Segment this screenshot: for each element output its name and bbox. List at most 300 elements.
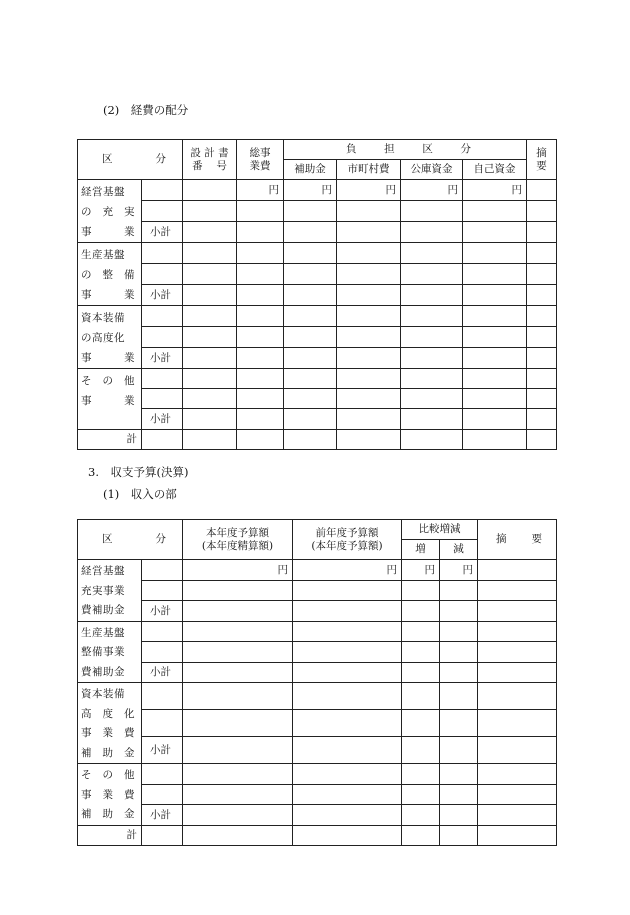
table-cell	[293, 580, 402, 601]
category-label	[78, 683, 142, 764]
table-row	[78, 710, 557, 737]
table-cell	[527, 429, 557, 449]
table-cell	[237, 306, 284, 327]
section-subheading-income: (1) 収入の部	[103, 487, 177, 501]
category-label-char: 助	[102, 746, 114, 759]
header-design-number	[183, 140, 237, 180]
table-cell	[183, 180, 237, 201]
table-cell	[183, 764, 293, 785]
subtotal-label: 小計	[142, 737, 183, 764]
table-cell	[293, 737, 402, 764]
table-row	[78, 285, 557, 306]
table-row	[78, 348, 557, 369]
category-label-char: そ	[81, 375, 92, 387]
table-cell	[401, 327, 463, 348]
header-increase: 増	[402, 540, 440, 560]
table-cell	[183, 662, 293, 683]
header-burden-char: 分	[460, 143, 471, 156]
category-label-char: 充実事業	[81, 584, 125, 597]
table-cell	[183, 683, 293, 710]
header-kubun-a: 区	[102, 153, 113, 166]
category-label-char: 実	[124, 206, 135, 218]
table-cell	[402, 737, 440, 764]
table-cell	[337, 327, 401, 348]
income-table	[77, 519, 557, 846]
category-label-char: そ	[81, 769, 92, 781]
table-cell	[337, 348, 401, 369]
header-burden-char: 担	[384, 143, 395, 156]
table-cell	[527, 264, 557, 285]
table-cell	[237, 389, 284, 409]
category-label-char: 補	[81, 808, 92, 820]
table-cell	[478, 805, 557, 826]
category-label-char: 経営基盤	[81, 565, 125, 577]
table-cell	[463, 369, 527, 389]
category-label-line	[81, 624, 135, 644]
category-label-char: 事	[81, 226, 92, 238]
category-label-line	[81, 643, 135, 663]
category-label-char: 補	[81, 746, 92, 759]
table-cell	[463, 327, 527, 348]
category-label-char: の	[102, 769, 114, 781]
table-row	[78, 180, 557, 201]
table-cell	[478, 737, 557, 764]
header-kubun	[78, 520, 183, 560]
table-cell	[337, 264, 401, 285]
category-label-line	[81, 601, 135, 621]
table-cell	[183, 784, 293, 805]
category-label-char: 事	[81, 289, 92, 301]
table-cell	[527, 285, 557, 306]
table-cell	[401, 285, 463, 306]
table-cell	[183, 369, 237, 389]
table-cell	[402, 642, 440, 663]
table-row	[78, 243, 557, 264]
table-cell	[478, 683, 557, 710]
table-cell	[401, 429, 463, 449]
subtotal-label: 小計	[142, 285, 183, 306]
category-label-line	[81, 766, 135, 786]
table-row	[78, 369, 557, 389]
table-cell	[284, 327, 337, 348]
table-cell	[142, 180, 183, 201]
table-cell	[440, 601, 478, 622]
table-cell	[142, 580, 183, 601]
table-cell	[237, 264, 284, 285]
category-label-char: 費補助金	[81, 665, 125, 678]
category-label-char: の	[81, 269, 92, 281]
header-remarks-b: 要	[531, 533, 542, 546]
header-municipal-cost: 市町村費	[337, 160, 401, 180]
category-label-char: 整備事業	[81, 646, 125, 658]
table-cell	[183, 348, 237, 369]
category-label-line	[81, 328, 135, 348]
table-cell	[142, 389, 183, 409]
table-cell	[183, 710, 293, 737]
table-cell	[293, 601, 402, 622]
table-cell	[527, 327, 557, 348]
category-label-line	[81, 182, 135, 202]
category-label-char: 金	[124, 746, 135, 759]
category-label-char: 事	[81, 352, 92, 364]
category-label-char: 業	[124, 289, 135, 301]
header-subsidy: 補助金	[284, 160, 337, 180]
table-cell	[183, 642, 293, 663]
table-cell	[440, 662, 478, 683]
category-label-char: 備	[124, 269, 135, 281]
category-label-char: 業	[124, 226, 135, 238]
table-cell	[440, 580, 478, 601]
table-cell	[293, 642, 402, 663]
table-cell	[293, 805, 402, 826]
table-cell	[337, 369, 401, 389]
header-burden-char: 区	[422, 143, 433, 156]
table-cell	[237, 201, 284, 222]
table-row	[78, 683, 557, 710]
table-cell	[284, 264, 337, 285]
yen-unit: 円	[402, 560, 440, 581]
header-remarks	[527, 140, 557, 180]
yen-unit: 円	[337, 180, 401, 201]
table-cell	[284, 389, 337, 409]
header-own-funds: 自己資金	[463, 160, 527, 180]
table-cell	[402, 764, 440, 785]
category-label	[78, 621, 142, 683]
category-label-line	[81, 265, 135, 285]
table-cell	[237, 222, 284, 243]
category-label-char: 事	[81, 788, 92, 801]
category-label-line	[81, 786, 135, 806]
category-label-line	[81, 371, 135, 391]
header-burden-char: 負	[346, 143, 357, 156]
table-cell	[463, 348, 527, 369]
table-cell	[183, 264, 237, 285]
category-label-char: 費	[124, 788, 135, 801]
table-cell	[478, 784, 557, 805]
header-kubun-b: 分	[155, 533, 166, 546]
header-total-cost-line1: 総事	[249, 147, 271, 160]
category-label-char: の	[102, 375, 114, 387]
table-cell	[478, 642, 557, 663]
header-kubun-a: 区	[102, 533, 113, 546]
table-cell	[183, 429, 237, 449]
table-row	[78, 662, 557, 683]
table-cell	[402, 784, 440, 805]
category-label-line	[81, 685, 135, 705]
table-cell	[401, 243, 463, 264]
category-label-char: 金	[124, 808, 135, 820]
table-cell	[478, 710, 557, 737]
table-cell	[284, 369, 337, 389]
table-cell	[183, 805, 293, 826]
header-current-budget-line1: 本年度予算額	[206, 527, 269, 540]
table-cell	[183, 243, 237, 264]
table-row	[78, 784, 557, 805]
table-row	[78, 327, 557, 348]
header-design-number-line1: 設 計 書	[190, 147, 229, 160]
category-label-line	[81, 663, 135, 683]
category-label-line	[81, 724, 135, 744]
table-cell	[142, 201, 183, 222]
table-cell	[440, 683, 478, 710]
category-label-char: 生産基盤	[81, 249, 125, 261]
table-cell	[284, 348, 337, 369]
table-cell	[463, 389, 527, 409]
table-cell	[183, 737, 293, 764]
subtotal-label: 小計	[142, 348, 183, 369]
header-remarks-line1: 摘	[536, 147, 547, 160]
header-comparison: 比較増減	[402, 520, 478, 540]
category-label-char: 経営基盤	[81, 186, 125, 198]
table-cell	[478, 662, 557, 683]
category-label	[78, 180, 142, 243]
table-cell	[337, 429, 401, 449]
table-cell	[527, 222, 557, 243]
yen-unit: 円	[440, 560, 478, 581]
category-label-char: 化	[124, 707, 135, 720]
category-label-line	[81, 285, 135, 305]
table-cell	[402, 601, 440, 622]
table-cell	[142, 264, 183, 285]
category-label-line	[81, 744, 135, 764]
table-cell	[293, 683, 402, 710]
table-cell	[463, 285, 527, 306]
table-cell	[142, 825, 183, 845]
category-label-char: 費	[124, 727, 135, 739]
table-cell	[284, 409, 337, 429]
table-cell	[284, 222, 337, 243]
table-cell	[337, 201, 401, 222]
table-row	[78, 560, 557, 581]
table-cell	[402, 580, 440, 601]
table-cell	[402, 805, 440, 826]
category-label-char: 業	[102, 727, 114, 739]
table-cell	[142, 369, 183, 389]
header-total-cost	[237, 140, 284, 180]
table-row	[78, 621, 557, 642]
header-remarks-line2: 要	[536, 159, 547, 172]
table-cell	[527, 306, 557, 327]
category-label	[78, 243, 142, 306]
header-previous-budget-line1: 前年度予算額	[315, 527, 379, 540]
yen-unit: 円	[237, 180, 284, 201]
table-cell	[237, 285, 284, 306]
expense-allocation-table	[77, 139, 557, 450]
header-design-number-line2: 番 号	[192, 159, 227, 172]
table-cell	[463, 201, 527, 222]
table-row	[78, 222, 557, 243]
table-cell	[142, 683, 183, 710]
subtotal-label: 小計	[142, 805, 183, 826]
table-cell	[402, 710, 440, 737]
category-label-char: 他	[124, 769, 135, 781]
table-cell	[183, 327, 237, 348]
category-label-char: 事	[81, 727, 92, 739]
category-label-char: 他	[124, 375, 135, 387]
total-label: 計	[78, 825, 142, 845]
total-row	[78, 429, 557, 449]
table-cell	[183, 306, 237, 327]
table-cell	[527, 348, 557, 369]
table-cell	[284, 243, 337, 264]
header-remarks	[478, 520, 557, 560]
subtotal-label: 小計	[142, 409, 183, 429]
header-kubun-b: 分	[155, 153, 166, 166]
category-label-char: 助	[102, 808, 114, 820]
table-cell	[527, 201, 557, 222]
table-cell	[527, 243, 557, 264]
header-kubun	[78, 140, 183, 180]
section-heading-budget: 3. 収支予算(決算)	[88, 465, 189, 479]
category-label-char: 資本装備	[81, 312, 125, 324]
table-cell	[142, 327, 183, 348]
header-previous-budget	[293, 520, 402, 560]
table-cell	[237, 243, 284, 264]
table-cell	[142, 560, 183, 581]
category-label-line	[81, 202, 135, 222]
table-cell	[337, 222, 401, 243]
header-public-loan: 公庫資金	[401, 160, 463, 180]
table-cell	[183, 409, 237, 429]
table-row	[78, 201, 557, 222]
category-label-line	[81, 308, 135, 328]
total-label: 計	[78, 429, 142, 449]
table-cell	[478, 560, 557, 581]
table-cell	[183, 580, 293, 601]
table-cell	[284, 201, 337, 222]
yen-unit: 円	[293, 560, 402, 581]
table-cell	[440, 764, 478, 785]
table-cell	[401, 369, 463, 389]
table-cell	[237, 409, 284, 429]
category-label-line	[81, 705, 135, 725]
table-cell	[237, 369, 284, 389]
table-cell	[237, 348, 284, 369]
table-row	[78, 805, 557, 826]
table-cell	[337, 389, 401, 409]
table-cell	[183, 285, 237, 306]
yen-unit: 円	[463, 180, 527, 201]
category-label	[78, 306, 142, 369]
yen-unit: 円	[183, 560, 293, 581]
table-cell	[142, 764, 183, 785]
table-cell	[337, 243, 401, 264]
table-row	[78, 601, 557, 622]
table-cell	[237, 327, 284, 348]
table-cell	[401, 222, 463, 243]
table-cell	[402, 683, 440, 710]
table-cell	[440, 710, 478, 737]
table-cell	[527, 409, 557, 429]
category-label-char: 充	[102, 206, 114, 218]
table-cell	[401, 348, 463, 369]
header-burden-division	[284, 140, 527, 160]
header-current-budget-line2: (本年度精算額)	[201, 539, 274, 552]
table-cell	[463, 243, 527, 264]
category-label-char: 資本装備	[81, 688, 125, 700]
category-label-line	[81, 245, 135, 265]
table-cell	[284, 306, 337, 327]
table-cell	[463, 306, 527, 327]
header-decrease: 減	[440, 540, 478, 560]
category-label-char: 生産基盤	[81, 626, 125, 639]
table-cell	[293, 621, 402, 642]
table-row	[78, 642, 557, 663]
table-cell	[284, 285, 337, 306]
table-cell	[401, 389, 463, 409]
table-cell	[478, 764, 557, 785]
category-label-char: の	[81, 206, 92, 218]
subtotal-label: 小計	[142, 222, 183, 243]
table-cell	[183, 222, 237, 243]
header-current-budget	[183, 520, 293, 560]
table-cell	[183, 389, 237, 409]
category-label-char: 事	[81, 395, 92, 407]
category-label	[78, 369, 142, 430]
category-label-char: 費補助金	[81, 604, 125, 616]
table-cell	[142, 710, 183, 737]
category-label-line	[81, 222, 135, 242]
table-cell	[440, 621, 478, 642]
table-cell	[337, 285, 401, 306]
section-heading-expense-allocation: (2) 経費の配分	[103, 103, 189, 117]
table-row	[78, 389, 557, 409]
category-label-char: 業	[124, 352, 135, 364]
table-cell	[478, 621, 557, 642]
table-cell	[440, 737, 478, 764]
table-cell	[183, 601, 293, 622]
category-label-line	[81, 562, 135, 582]
table-cell	[293, 662, 402, 683]
category-label-line	[81, 391, 135, 411]
table-cell	[440, 784, 478, 805]
table-cell	[401, 264, 463, 285]
table-cell	[463, 429, 527, 449]
table-cell	[183, 201, 237, 222]
category-label-line	[81, 805, 135, 825]
table-cell	[440, 805, 478, 826]
table-cell	[142, 784, 183, 805]
header-total-cost-line2: 業費	[249, 159, 271, 172]
category-label-line	[81, 582, 135, 602]
table-cell	[293, 825, 402, 845]
table-cell	[401, 201, 463, 222]
table-cell	[527, 369, 557, 389]
yen-unit: 円	[284, 180, 337, 201]
table-cell	[237, 429, 284, 449]
table-row	[78, 409, 557, 429]
category-label	[78, 560, 142, 622]
category-label-char: 業	[102, 788, 114, 801]
table-cell	[440, 825, 478, 845]
table-cell	[478, 601, 557, 622]
category-label-char: 業	[124, 395, 135, 407]
table-cell	[401, 306, 463, 327]
header-previous-budget-line2: (本年度予算額)	[311, 539, 383, 552]
table-cell	[402, 621, 440, 642]
table-cell	[183, 825, 293, 845]
table-cell	[142, 243, 183, 264]
category-label-line	[81, 348, 135, 368]
category-label	[78, 764, 142, 826]
table-cell	[293, 764, 402, 785]
table-row	[78, 737, 557, 764]
table-cell	[440, 642, 478, 663]
table-cell	[527, 180, 557, 201]
table-cell	[142, 306, 183, 327]
table-cell	[142, 621, 183, 642]
table-row	[78, 264, 557, 285]
